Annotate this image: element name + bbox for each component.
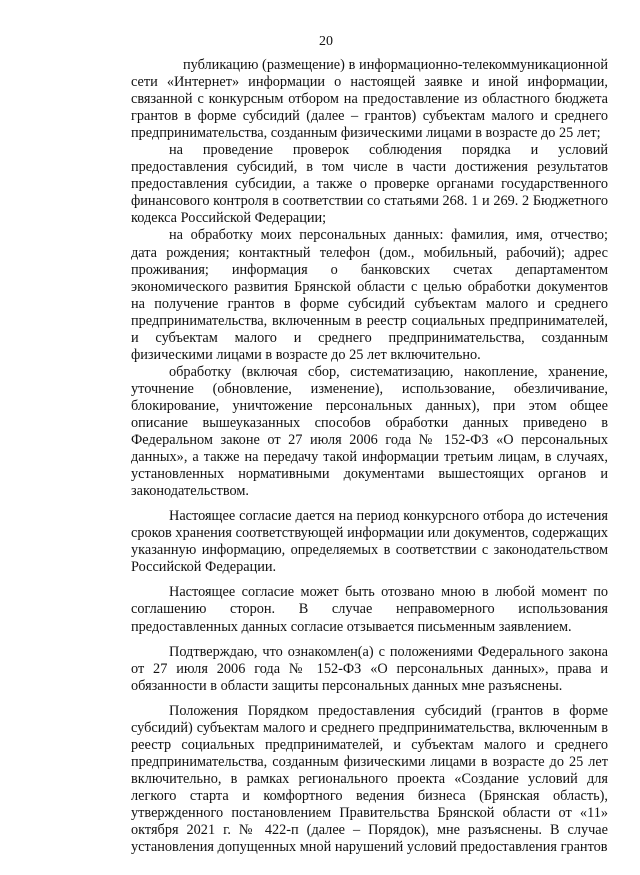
paragraph-acknowledgement: Подтверждаю, что ознакомлен(а) с положениями Федерального закона от 27 июля 2006 года № 152-ФЗ «О персональных данных», права и обязанности в области защиты персональных данных мне разъяснены. [131,643,608,694]
paragraph-processing-description: обработку (включая сбор, систематизацию, накопление, хранение, уточнение (обновление, изменение), использование, обезличивание, блокирование, уничтожение персональных данных), при этом общее описание вышеуказанных способов обработки данных приведено в Федеральном законе от 27 июля 2006 года № 152-ФЗ «О персональных данных», а также на передачу такой информации третьим лицам, в случаях, установленных нормативными документами вышестоящих органов и законодательством. [131,363,608,500]
paragraph-inspection-consent: на проведение проверок соблюдения порядка и условий предоставления субсидий, в том числе в части достижения результатов предоставления субсидии, а также о проверке органами государственного финансового контроля в соответствии со статьями 268. 1 и 269. 2 Бюджетного кодекса Российской Федерации; [131,142,608,227]
paragraph-publication-consent: публикацию (размещение) в информационно-телекоммуникационной сети «Интернет» информации о настоящей заявке и иной информации, связанной с конкурсным отбором на предоставление из областного бюджета грантов в форме субсидий (далее – грантов) субъектам малого и среднего предпринимательства, созданным физическими лицами в возрасте до 25 лет; [131,57,608,142]
paragraph-personal-data-consent: на обработку моих персональных данных: фамилия, имя, отчество; дата рождения; контактный телефон (дом., мобильный, рабочий); адрес проживания; информация о банковских счетах департаментом экономического развития Брянской области с целью обработки документов на получение грантов в форме субсидий субъектам малого и среднего предпринимательства, включенным в реестр социальных предпринимателей, и субъектам малого и среднего предпринимательства, созданным физическими лицами в возрасте до 25 лет включительно. [131,227,608,363]
paragraph-procedure-explained: Положения Порядком предоставления субсидий (грантов в форме субсидий) субъектам малого и среднего предпринимательства, включенным в реестр социальных предпринимателей, и субъектам малого и среднего предпринимательства, созданным физическими лицами в возрасте до 25 лет включительно, в рамках регионального проекта «Создание условий для легкого старта и комфортного ведения бизнеса (Брянская область), утвержденного постановлением Правительства Брянской области от «11» октября 2021 г. № 422-п (далее – Порядок), мне разъяснены. В случае установления допущенных мной нарушений условий предоставления грантов [131,702,608,856]
page-number: 20 [319,34,333,49]
paragraph-consent-period: Настоящее согласие дается на период конкурсного отбора до истечения сроков хранения соответствующей информации или документов, содержащих указанную информацию, определяемых в соответствии с законодательством Российской Федерации. [131,508,608,576]
paragraph-consent-revocation: Настоящее согласие может быть отозвано мною в любой момент по соглашению сторон. В случае неправомерного использования предоставленных данных согласие отзывается письменным заявлением. [131,584,608,635]
document-body [131,57,608,856]
